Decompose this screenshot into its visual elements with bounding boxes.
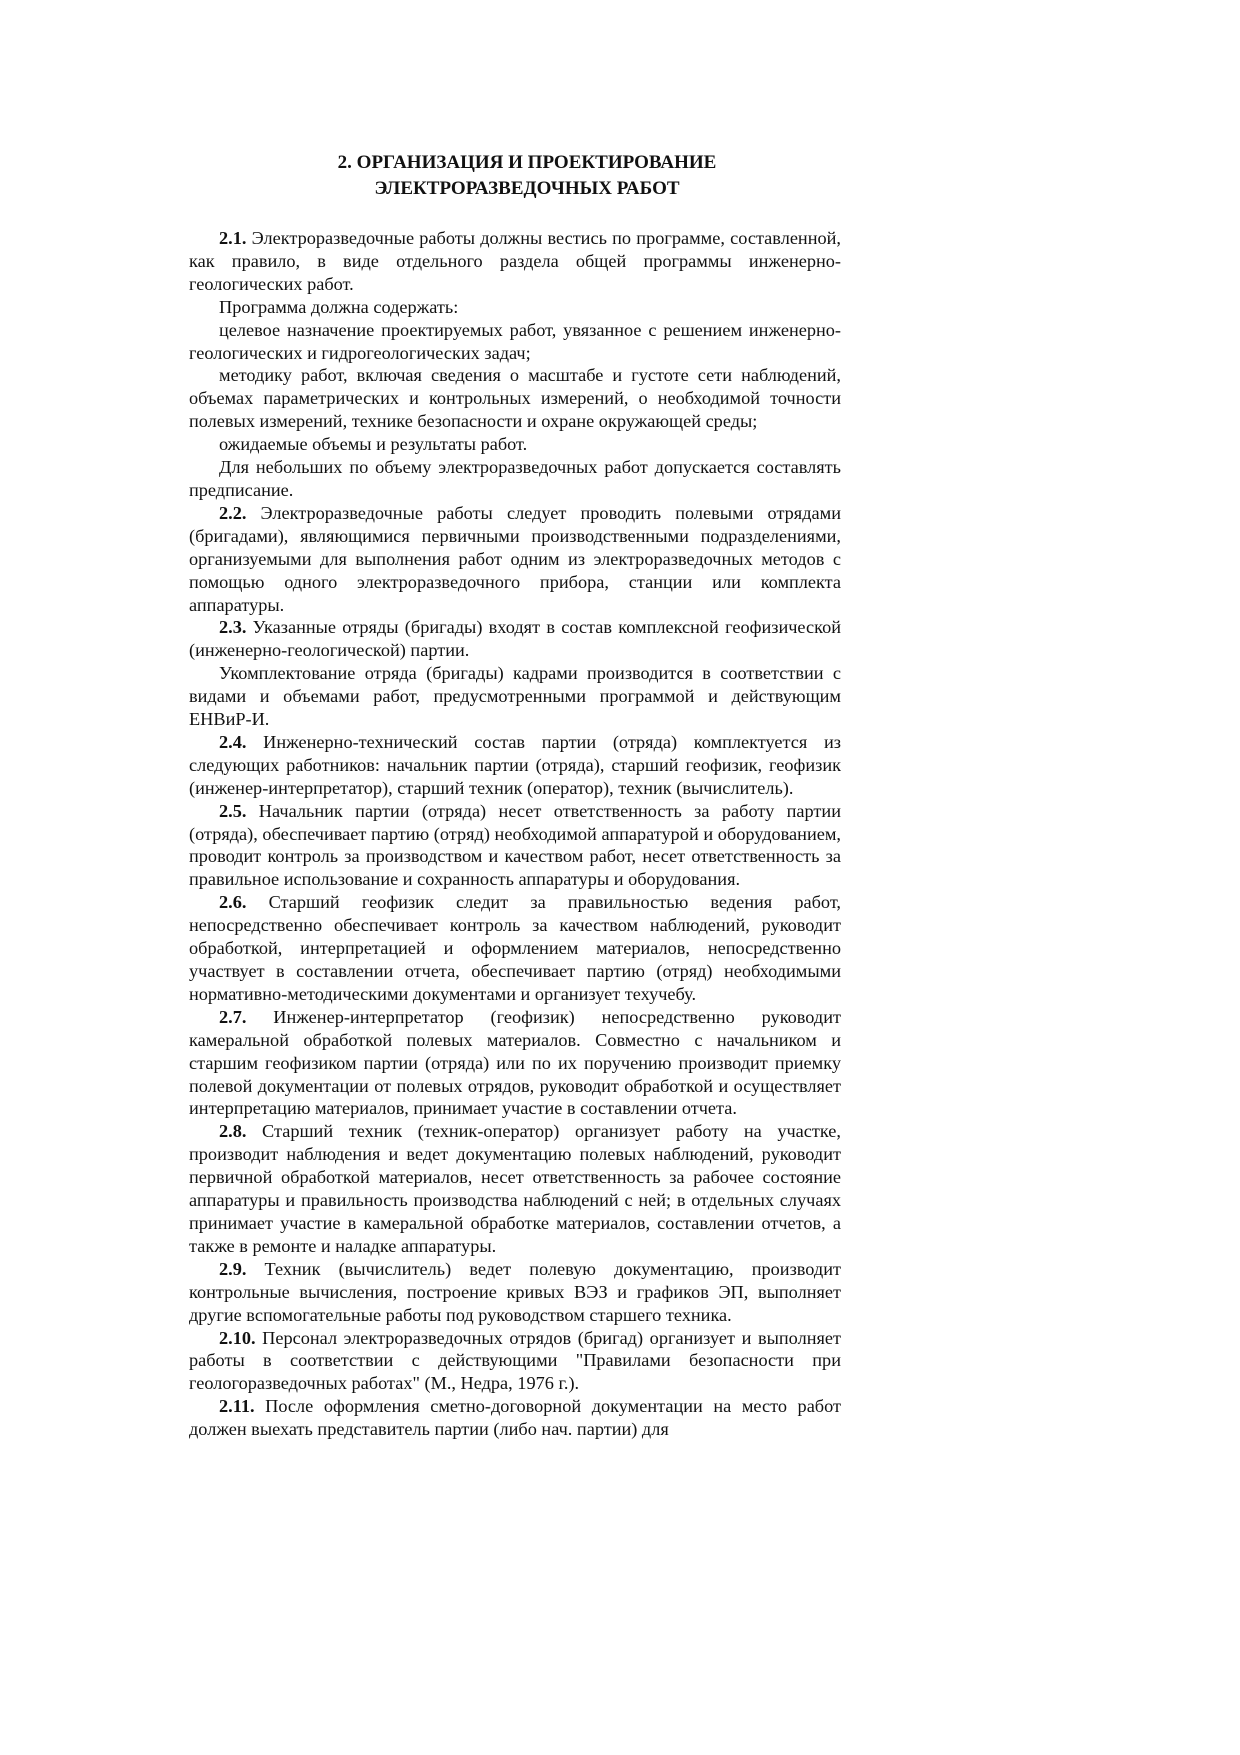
paragraph-2-10 bbox=[189, 1327, 841, 1396]
clause-number: 2.7. bbox=[219, 1006, 247, 1027]
paragraph-text: Начальник партии (отряда) несет ответственность за работу партии (отряда), обеспечивает партию (отряд) необходимой аппаратурой и оборудованием, проводит контроль за производством и качеством работ, несет ответственность за правильное использование и сохранность аппаратуры и оборудования. bbox=[189, 800, 841, 890]
paragraph-text: Инженер-интерпретатор (геофизик) непосредственно руководит камеральной обработкой полевых материалов. Совместно с начальником и старшим геофизиком партии (отряда) или по их поручению производит приемку полевой документации от полевых отрядов, руководит обработкой и осуществляет интерпретацию материалов, принимает участие в составлении отчета. bbox=[189, 1006, 841, 1119]
paragraph-2-5 bbox=[189, 800, 841, 892]
paragraph-text: Старший геофизик следит за правильностью ведения работ, непосредственно обеспечивает контроль за качеством наблюдений, руководит обработкой, интерпретацией и оформлением материалов, непосредственно участвует в составлении отчета, обеспечивает партию (отряд) необходимыми нормативно-методическими документами и организует техучебу. bbox=[189, 892, 841, 1004]
clause-number: 2.8. bbox=[219, 1121, 247, 1142]
paragraph-text: Электроразведочные работы следует проводить полевыми отрядами (бригадами), являющимися первичными производственными подразделениями, организуемыми для выполнения работ одним из электроразведочных методов с помощью одного электроразведочного прибора, станции или комплекта аппаратуры. bbox=[189, 502, 841, 615]
paragraph-2-1 bbox=[189, 227, 841, 296]
clause-number: 2.2. bbox=[219, 502, 247, 523]
section-title bbox=[189, 150, 841, 202]
paragraph-2-11 bbox=[189, 1395, 841, 1441]
paragraph-2-4 bbox=[189, 731, 841, 800]
paragraph-text: Программа должна содержать: bbox=[219, 296, 459, 317]
clause-number: 2.5. bbox=[219, 800, 247, 821]
clause-number: 2.4. bbox=[219, 731, 247, 752]
clause-number: 2.1. bbox=[219, 228, 247, 248]
paragraph-text: Для небольших по объему электроразведочных работ допускается составлять предписание. bbox=[189, 457, 841, 500]
paragraph-text: Электроразведочные работы должны вестись по программе, составленной, как правило, в виде отдельного раздела общей программы инженерно-геологических работ. bbox=[189, 228, 841, 294]
paragraph-2-2 bbox=[189, 502, 841, 617]
clause-number: 2.10. bbox=[219, 1327, 256, 1348]
document-page bbox=[189, 150, 841, 1441]
paragraph-text: Старший техник (техник-оператор) организует работу на участке, производит наблюдения и ведет документацию полевых наблюдений, руководит первичной обработкой материалов, несет ответственность за рабочее состояние аппаратуры и правильность производства наблюдений с ней; в отдельных случаях принимает участие в камеральной обработке материалов, составлении отчетов, а также в ремонте и наладке аппаратуры. bbox=[189, 1121, 841, 1256]
paragraph-text: Техник (вычислитель) ведет полевую документацию, производит контрольные вычисления, построение кривых ВЭЗ и графиков ЭП, выполняет другие вспомогательные работы под руководством старшего техника. bbox=[189, 1258, 841, 1325]
paragraph bbox=[189, 364, 841, 433]
paragraph-text: методику работ, включая сведения о масштабе и густоте сети наблюдений, объемах параметрических и контрольных измерений, о необходимой точности полевых измерений, технике безопасности и охране окружающей среды; bbox=[189, 365, 841, 432]
document-body bbox=[189, 227, 841, 1441]
section-title-line-2: ЭЛЕКТРОРАЗВЕДОЧНЫХ РАБОТ bbox=[374, 178, 680, 199]
section-title-line-1: 2. ОРГАНИЗАЦИЯ И ПРОЕКТИРОВАНИЕ bbox=[337, 152, 717, 173]
clause-number: 2.6. bbox=[219, 892, 247, 913]
paragraph bbox=[189, 662, 841, 731]
paragraph-text: Укомплектование отряда (бригады) кадрами производится в соответствии с видами и объемами работ, предусмотренными программой и действующим ЕНВиР-И. bbox=[189, 663, 841, 730]
paragraph bbox=[189, 433, 841, 456]
clause-number: 2.9. bbox=[219, 1258, 247, 1279]
paragraph bbox=[189, 456, 841, 502]
paragraph-2-9 bbox=[189, 1258, 841, 1327]
paragraph bbox=[189, 319, 841, 365]
paragraph-text: ожидаемые объемы и результаты работ. bbox=[219, 434, 528, 455]
paragraph-2-7 bbox=[189, 1006, 841, 1121]
paragraph-2-8 bbox=[189, 1120, 841, 1257]
paragraph-text: Персонал электроразведочных отрядов (бригад) организует и выполняет работы в соответствии с действующими "Правилами безопасности при геологоразведочных работах" (М., Недра, 1976 г.). bbox=[189, 1327, 841, 1394]
clause-number: 2.11. bbox=[219, 1396, 255, 1417]
paragraph-text: целевое назначение проектируемых работ, увязанное с решением инженерно-геологических и гидрогеологических задач; bbox=[189, 319, 841, 363]
clause-number: 2.3. bbox=[219, 617, 247, 638]
paragraph bbox=[189, 296, 841, 319]
paragraph-text: После оформления сметно-договорной документации на место работ должен выехать представитель партии (либо нач. партии) для bbox=[189, 1396, 841, 1440]
paragraph-text: Инженерно-технический состав партии (отряда) комплектуется из следующих работников: начальник партии (отряда), старший геофизик, геофизик (инженер-интерпретатор), старший техник (оператор), техник (вычислитель). bbox=[189, 731, 841, 798]
paragraph-2-3 bbox=[189, 616, 841, 662]
paragraph-2-6 bbox=[189, 891, 841, 1006]
paragraph-text: Указанные отряды (бригады) входят в состав комплексной геофизической (инженерно-геологической) партии. bbox=[189, 617, 841, 661]
